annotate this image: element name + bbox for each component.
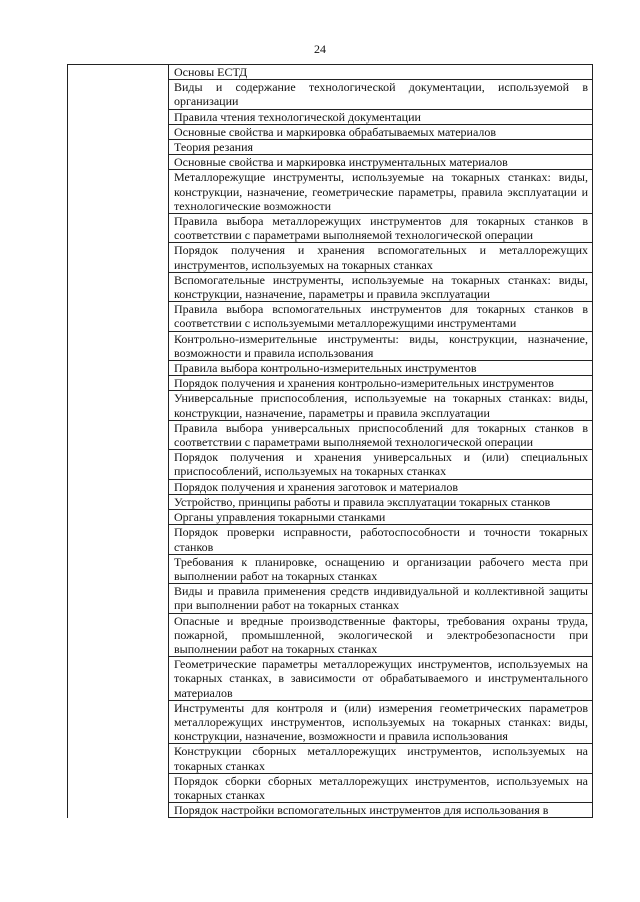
requirement-text: Порядок получения и хранения вспомогательных и металлорежущих инструментов, используемых на токарных станках — [169, 243, 593, 272]
requirement-text: Правила чтения технологической документации — [169, 109, 593, 124]
requirement-text: Основные свойства и маркировка обрабатываемых материалов — [169, 124, 593, 139]
requirement-text: Виды и содержание технологической документации, используемой в организации — [169, 80, 593, 109]
requirement-text: Порядок получения и хранения контрольно-измерительных инструментов — [169, 376, 593, 391]
requirement-text: Инструменты для контроля и (или) измерения геометрических параметров металлорежущих инструментов, используемых на токарных станках: виды, конструкции, назначение, возможности и правила использования — [169, 700, 593, 744]
page-bottom-margin — [0, 830, 640, 902]
left-column-cell — [68, 65, 169, 818]
requirement-text: Органы управления токарными станками — [169, 510, 593, 525]
requirement-text: Вспомогательные инструменты, используемые на токарных станках: виды, конструкции, назначение, параметры и правила эксплуатации — [169, 272, 593, 301]
requirement-text: Контрольно-измерительные инструменты: виды, конструкции, назначение, возможности и правила использования — [169, 331, 593, 360]
requirement-text: Порядок сборки сборных металлорежущих инструментов, используемых на токарных станках — [169, 773, 593, 802]
requirement-text: Правила выбора вспомогательных инструментов для токарных станков в соответствии с используемыми металлорежущими инструментами — [169, 302, 593, 331]
requirement-text: Конструкции сборных металлорежущих инструментов, используемых на токарных станках — [169, 744, 593, 773]
requirement-text: Виды и правила применения средств индивидуальной и коллективной защиты при выполнении работ на токарных станках — [169, 584, 593, 613]
requirement-text: Правила выбора контрольно-измерительных инструментов — [169, 361, 593, 376]
table-row — [68, 65, 593, 80]
requirement-text: Порядок получения и хранения универсальных и (или) специальных приспособлений, используемых на токарных станках — [169, 450, 593, 479]
requirement-text: Правила выбора металлорежущих инструментов для токарных станков в соответствии с параметрами выполняемой технологической операции — [169, 214, 593, 243]
requirement-text: Основы ЕСТД — [169, 65, 593, 80]
requirement-text: Требования к планировке, оснащению и организации рабочего места при выполнении работ на токарных станках — [169, 554, 593, 583]
requirement-text: Универсальные приспособления, используемые на токарных станках: виды, конструкции, назначение, параметры и правила эксплуатации — [169, 391, 593, 420]
requirement-text: Основные свойства и маркировка инструментальных материалов — [169, 155, 593, 170]
requirement-text: Правила выбора универсальных приспособлений для токарных станков в соответствии с параметрами выполняемой технологической операции — [169, 420, 593, 449]
requirement-text: Порядок настройки вспомогательных инструментов для использования в — [169, 803, 593, 818]
requirement-text: Металлорежущие инструменты, используемые на токарных станках: виды, конструкции, назначение, геометрические параметры, правила эксплуатации и технологические возможности — [169, 170, 593, 214]
requirement-text: Теория резания — [169, 140, 593, 155]
knowledge-table — [67, 64, 593, 818]
page-number: 24 — [314, 42, 326, 56]
requirement-text: Геометрические параметры металлорежущих инструментов, используемых на токарных станках, в зависимости от обрабатываемого и инструментального материалов — [169, 657, 593, 701]
requirement-text: Порядок проверки исправности, работоспособности и точности токарных станков — [169, 525, 593, 554]
requirement-text: Порядок получения и хранения заготовок и материалов — [169, 479, 593, 494]
requirement-text: Опасные и вредные производственные факторы, требования охраны труда, пожарной, промышленной, экологической и электробезопасности при выполнении работ на токарных станках — [169, 613, 593, 657]
requirement-text: Устройство, принципы работы и правила эксплуатации токарных станков — [169, 494, 593, 509]
